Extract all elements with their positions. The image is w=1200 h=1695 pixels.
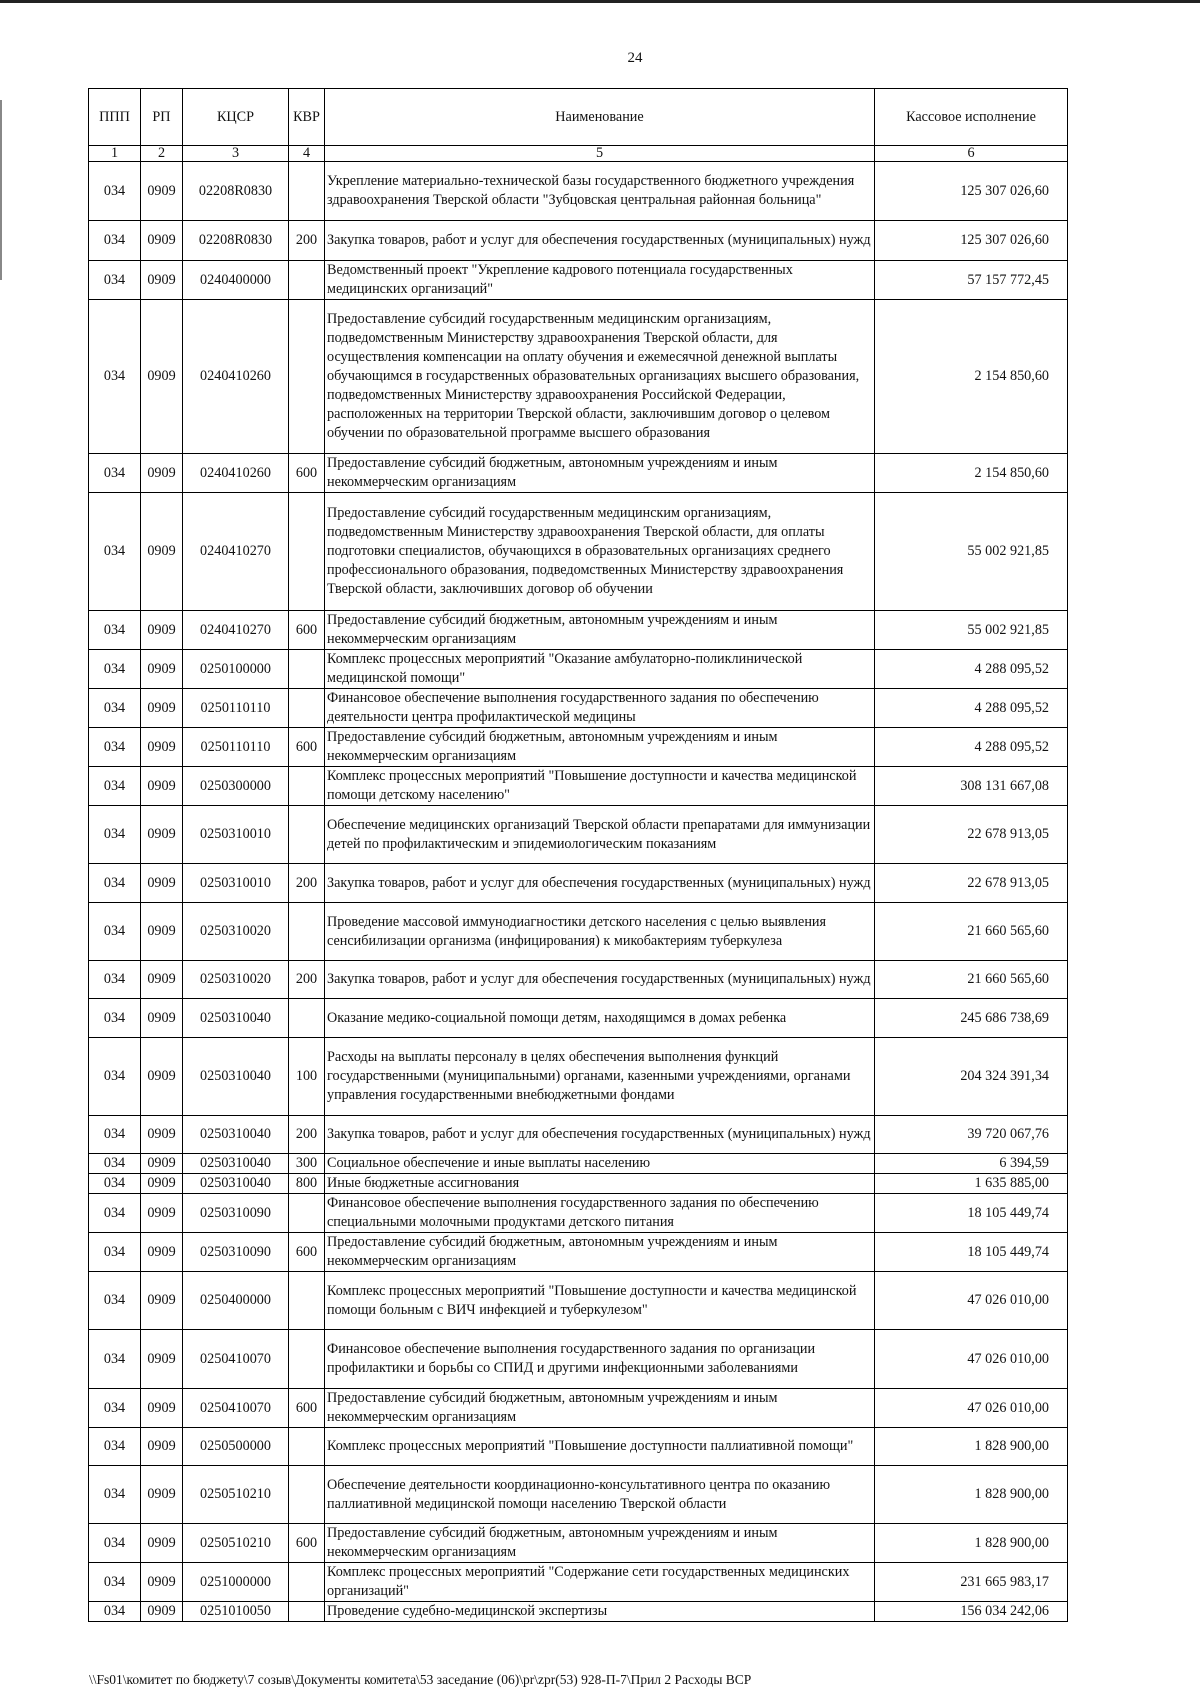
row-amount: 1 828 900,00 bbox=[875, 1524, 1068, 1563]
row-rp: 0909 bbox=[141, 689, 183, 728]
row-rp: 0909 bbox=[141, 961, 183, 999]
row-amount: 22 678 913,05 bbox=[875, 864, 1068, 903]
row-kcsr: 0251010050 bbox=[183, 1602, 289, 1622]
row-ppp: 034 bbox=[89, 1389, 141, 1428]
row-rp: 0909 bbox=[141, 1428, 183, 1466]
column-number: 6 bbox=[875, 146, 1068, 162]
row-kcsr: 0250310090 bbox=[183, 1233, 289, 1272]
row-kvr: 200 bbox=[289, 1116, 325, 1154]
row-kvr: 600 bbox=[289, 1233, 325, 1272]
row-name: Финансовое обеспечение выполнения государственного задания по организации профилактики и борьбы со СПИД и другими инфекционными заболеваниями bbox=[325, 1330, 875, 1389]
row-name: Предоставление субсидий государственным медицинским организациям, подведомственным Министерству здравоохранения Тверской области, для осуществления компенсации на оплату обучения и ежемесячной денежной выплаты обучающимся в государственных образовательных организациях высшего образования, подведомственных Министерству здравоохранения Российской Федерации, расположенных на территории Тверской области, заключившим договор о целевом обучении по образовательной программе высшего образования bbox=[325, 300, 875, 454]
row-name: Расходы на выплаты персоналу в целях обеспечения выполнения функций государственными (муниципальными) органами, казенными учреждениями, органами управления государственными внебюджетными фондами bbox=[325, 1038, 875, 1116]
row-kvr bbox=[289, 806, 325, 864]
row-kcsr: 0251000000 bbox=[183, 1563, 289, 1602]
row-name: Проведение судебно-медицинской экспертизы bbox=[325, 1602, 875, 1622]
footer-file-path: \\Fs01\комитет по бюджету\7 созыв\Документы комитета\53 заседание (06)\pr\zpr(53) 928-П-7\Прил 2 Расходы ВСР bbox=[89, 1672, 752, 1687]
row-amount: 204 324 391,34 bbox=[875, 1038, 1068, 1116]
row-rp: 0909 bbox=[141, 1602, 183, 1622]
row-amount: 4 288 095,52 bbox=[875, 728, 1068, 767]
row-ppp: 034 bbox=[89, 1466, 141, 1524]
row-amount: 4 288 095,52 bbox=[875, 689, 1068, 728]
row-amount: 57 157 772,45 bbox=[875, 261, 1068, 300]
row-rp: 0909 bbox=[141, 493, 183, 611]
table-row bbox=[89, 1389, 1068, 1428]
row-name: Обеспечение деятельности координационно-консультативного центра по оказанию паллиативной медицинской помощи населению Тверской области bbox=[325, 1466, 875, 1524]
header-kvr: КВР bbox=[289, 89, 325, 146]
row-rp: 0909 bbox=[141, 903, 183, 961]
row-amount: 18 105 449,74 bbox=[875, 1194, 1068, 1233]
row-rp: 0909 bbox=[141, 1330, 183, 1389]
row-amount: 2 154 850,60 bbox=[875, 300, 1068, 454]
table-row bbox=[89, 300, 1068, 454]
row-name: Обеспечение медицинских организаций Тверской области препаратами для иммунизации детей по профилактическим и эпидемиологическим показаниям bbox=[325, 806, 875, 864]
header-rp: РП bbox=[141, 89, 183, 146]
row-rp: 0909 bbox=[141, 806, 183, 864]
row-ppp: 034 bbox=[89, 806, 141, 864]
table-row bbox=[89, 1272, 1068, 1330]
table-row bbox=[89, 903, 1068, 961]
table-row bbox=[89, 261, 1068, 300]
row-kcsr: 0250310010 bbox=[183, 864, 289, 903]
row-rp: 0909 bbox=[141, 1174, 183, 1194]
row-amount: 125 307 026,60 bbox=[875, 221, 1068, 261]
row-kcsr: 02208R0830 bbox=[183, 162, 289, 221]
row-ppp: 034 bbox=[89, 1563, 141, 1602]
row-kvr bbox=[289, 903, 325, 961]
row-kvr bbox=[289, 162, 325, 221]
header-kcsr: КЦСР bbox=[183, 89, 289, 146]
table-row bbox=[89, 1563, 1068, 1602]
row-amount: 55 002 921,85 bbox=[875, 611, 1068, 650]
row-name: Предоставление субсидий бюджетным, автономным учреждениям и иным некоммерческим организациям bbox=[325, 1233, 875, 1272]
table-row bbox=[89, 999, 1068, 1038]
row-rp: 0909 bbox=[141, 1389, 183, 1428]
row-kvr: 200 bbox=[289, 221, 325, 261]
row-rp: 0909 bbox=[141, 650, 183, 689]
row-name: Комплекс процессных мероприятий "Содержание сети государственных медицинских организаций" bbox=[325, 1563, 875, 1602]
row-name: Комплекс процессных мероприятий "Оказание амбулаторно-поликлинической медицинской помощи" bbox=[325, 650, 875, 689]
row-rp: 0909 bbox=[141, 1524, 183, 1563]
row-kcsr: 02208R0830 bbox=[183, 221, 289, 261]
row-ppp: 034 bbox=[89, 454, 141, 493]
row-ppp: 034 bbox=[89, 1038, 141, 1116]
row-kcsr: 0250310010 bbox=[183, 806, 289, 864]
row-kcsr: 0250400000 bbox=[183, 1272, 289, 1330]
row-kcsr: 0240410270 bbox=[183, 493, 289, 611]
row-kcsr: 0250310040 bbox=[183, 1174, 289, 1194]
scan-border-left bbox=[0, 100, 2, 280]
row-name: Укрепление материально-технической базы государственного бюджетного учреждения здравоохранения Тверской области "Зубцовская центральная районная больница" bbox=[325, 162, 875, 221]
row-name: Комплекс процессных мероприятий "Повышение доступности и качества медицинской помощи больным с ВИЧ инфекцией и туберкулезом" bbox=[325, 1272, 875, 1330]
row-kcsr: 0240410260 bbox=[183, 300, 289, 454]
row-kvr bbox=[289, 1428, 325, 1466]
row-kcsr: 0240410260 bbox=[183, 454, 289, 493]
row-ppp: 034 bbox=[89, 961, 141, 999]
row-kcsr: 0250310040 bbox=[183, 999, 289, 1038]
row-kcsr: 0250310020 bbox=[183, 903, 289, 961]
row-ppp: 034 bbox=[89, 1116, 141, 1154]
row-name: Оказание медико-социальной помощи детям, находящимся в домах ребенка bbox=[325, 999, 875, 1038]
budget-table bbox=[88, 88, 1068, 1622]
row-kvr bbox=[289, 999, 325, 1038]
row-kvr bbox=[289, 300, 325, 454]
row-name: Проведение массовой иммунодиагностики детского населения с целью выявления сенсибилизации организма (инфицирования) к микобактериям туберкулеза bbox=[325, 903, 875, 961]
row-kcsr: 0250310090 bbox=[183, 1194, 289, 1233]
table-row bbox=[89, 767, 1068, 806]
row-ppp: 034 bbox=[89, 1602, 141, 1622]
table-row bbox=[89, 961, 1068, 999]
table-row bbox=[89, 221, 1068, 261]
row-amount: 245 686 738,69 bbox=[875, 999, 1068, 1038]
row-rp: 0909 bbox=[141, 1116, 183, 1154]
row-kvr: 300 bbox=[289, 1154, 325, 1174]
page-number: 24 bbox=[627, 50, 643, 66]
row-kcsr: 0240410270 bbox=[183, 611, 289, 650]
row-name: Предоставление субсидий бюджетным, автономным учреждениям и иным некоммерческим организациям bbox=[325, 454, 875, 493]
row-ppp: 034 bbox=[89, 300, 141, 454]
table-row bbox=[89, 1524, 1068, 1563]
row-name: Закупка товаров, работ и услуг для обеспечения государственных (муниципальных) нужд bbox=[325, 961, 875, 999]
column-number: 4 bbox=[289, 146, 325, 162]
table-row bbox=[89, 162, 1068, 221]
row-amount: 39 720 067,76 bbox=[875, 1116, 1068, 1154]
row-rp: 0909 bbox=[141, 1154, 183, 1174]
row-rp: 0909 bbox=[141, 1038, 183, 1116]
row-rp: 0909 bbox=[141, 864, 183, 903]
row-ppp: 034 bbox=[89, 1524, 141, 1563]
row-kcsr: 0250510210 bbox=[183, 1466, 289, 1524]
row-ppp: 034 bbox=[89, 728, 141, 767]
row-name: Социальное обеспечение и иные выплаты населению bbox=[325, 1154, 875, 1174]
row-kcsr: 0250300000 bbox=[183, 767, 289, 806]
table-row bbox=[89, 1466, 1068, 1524]
row-kcsr: 0250310040 bbox=[183, 1154, 289, 1174]
row-name: Предоставление субсидий бюджетным, автономным учреждениям и иным некоммерческим организациям bbox=[325, 1524, 875, 1563]
row-amount: 18 105 449,74 bbox=[875, 1233, 1068, 1272]
row-kvr: 600 bbox=[289, 728, 325, 767]
header-name: Наименование bbox=[325, 89, 875, 146]
row-rp: 0909 bbox=[141, 767, 183, 806]
table-row bbox=[89, 1194, 1068, 1233]
row-kvr bbox=[289, 1563, 325, 1602]
table-row bbox=[89, 1174, 1068, 1194]
row-kvr: 100 bbox=[289, 1038, 325, 1116]
row-rp: 0909 bbox=[141, 454, 183, 493]
row-kvr: 200 bbox=[289, 864, 325, 903]
row-amount: 47 026 010,00 bbox=[875, 1389, 1068, 1428]
row-rp: 0909 bbox=[141, 1233, 183, 1272]
row-amount: 47 026 010,00 bbox=[875, 1330, 1068, 1389]
row-kcsr: 0250310040 bbox=[183, 1038, 289, 1116]
row-amount: 47 026 010,00 bbox=[875, 1272, 1068, 1330]
header-ppp: ППП bbox=[89, 89, 141, 146]
row-kvr bbox=[289, 689, 325, 728]
row-amount: 2 154 850,60 bbox=[875, 454, 1068, 493]
table-row bbox=[89, 806, 1068, 864]
row-kvr bbox=[289, 1330, 325, 1389]
row-amount: 4 288 095,52 bbox=[875, 650, 1068, 689]
table-row bbox=[89, 728, 1068, 767]
table-row bbox=[89, 493, 1068, 611]
row-rp: 0909 bbox=[141, 611, 183, 650]
table-row bbox=[89, 454, 1068, 493]
table-header-row bbox=[89, 89, 1068, 146]
column-number: 2 bbox=[141, 146, 183, 162]
row-ppp: 034 bbox=[89, 903, 141, 961]
row-rp: 0909 bbox=[141, 1466, 183, 1524]
row-ppp: 034 bbox=[89, 1272, 141, 1330]
row-name: Ведомственный проект "Укрепление кадрового потенциала государственных медицинских организаций" bbox=[325, 261, 875, 300]
row-kcsr: 0240400000 bbox=[183, 261, 289, 300]
row-rp: 0909 bbox=[141, 300, 183, 454]
row-kcsr: 0250110110 bbox=[183, 689, 289, 728]
row-kcsr: 0250310020 bbox=[183, 961, 289, 999]
row-kcsr: 0250310040 bbox=[183, 1116, 289, 1154]
table-row bbox=[89, 650, 1068, 689]
row-kvr: 200 bbox=[289, 961, 325, 999]
table-row bbox=[89, 689, 1068, 728]
row-amount: 156 034 242,06 bbox=[875, 1602, 1068, 1622]
row-ppp: 034 bbox=[89, 1428, 141, 1466]
row-amount: 21 660 565,60 bbox=[875, 961, 1068, 999]
table-row bbox=[89, 1038, 1068, 1116]
row-name: Финансовое обеспечение выполнения государственного задания по обеспечению деятельности центра профилактической медицины bbox=[325, 689, 875, 728]
table-row bbox=[89, 1602, 1068, 1622]
row-amount: 231 665 983,17 bbox=[875, 1563, 1068, 1602]
row-rp: 0909 bbox=[141, 1272, 183, 1330]
row-name: Закупка товаров, работ и услуг для обеспечения государственных (муниципальных) нужд bbox=[325, 221, 875, 261]
row-amount: 6 394,59 bbox=[875, 1154, 1068, 1174]
row-ppp: 034 bbox=[89, 611, 141, 650]
row-amount: 55 002 921,85 bbox=[875, 493, 1068, 611]
row-ppp: 034 bbox=[89, 493, 141, 611]
row-kvr bbox=[289, 650, 325, 689]
row-name: Предоставление субсидий государственным медицинским организациям, подведомственным Министерству здравоохранения Тверской области, для оплаты подготовки специалистов, обучающихся в образовательных организациях среднего профессионального образования, подведомственных Министерству здравоохранения Тверской области, заключивших договор об обучении bbox=[325, 493, 875, 611]
row-kvr bbox=[289, 1194, 325, 1233]
row-kvr: 600 bbox=[289, 454, 325, 493]
row-ppp: 034 bbox=[89, 1174, 141, 1194]
row-amount: 1 828 900,00 bbox=[875, 1466, 1068, 1524]
row-kcsr: 0250410070 bbox=[183, 1389, 289, 1428]
row-kcsr: 0250100000 bbox=[183, 650, 289, 689]
header-amount: Кассовое исполнение bbox=[875, 89, 1068, 146]
row-kcsr: 0250510210 bbox=[183, 1524, 289, 1563]
row-ppp: 034 bbox=[89, 999, 141, 1038]
row-kcsr: 0250410070 bbox=[183, 1330, 289, 1389]
table-row bbox=[89, 1330, 1068, 1389]
table-row bbox=[89, 864, 1068, 903]
row-amount: 1 635 885,00 bbox=[875, 1174, 1068, 1194]
column-number-row bbox=[89, 146, 1068, 162]
row-amount: 21 660 565,60 bbox=[875, 903, 1068, 961]
scan-border-top bbox=[0, 0, 1200, 3]
row-amount: 125 307 026,60 bbox=[875, 162, 1068, 221]
row-name: Предоставление субсидий бюджетным, автономным учреждениям и иным некоммерческим организациям bbox=[325, 1389, 875, 1428]
row-rp: 0909 bbox=[141, 221, 183, 261]
row-kcsr: 0250500000 bbox=[183, 1428, 289, 1466]
row-ppp: 034 bbox=[89, 221, 141, 261]
row-ppp: 034 bbox=[89, 689, 141, 728]
table-body bbox=[89, 162, 1068, 1622]
row-rp: 0909 bbox=[141, 1194, 183, 1233]
row-kvr: 600 bbox=[289, 1524, 325, 1563]
row-ppp: 034 bbox=[89, 767, 141, 806]
row-name: Закупка товаров, работ и услуг для обеспечения государственных (муниципальных) нужд bbox=[325, 864, 875, 903]
row-kvr: 600 bbox=[289, 611, 325, 650]
row-ppp: 034 bbox=[89, 864, 141, 903]
row-kvr bbox=[289, 767, 325, 806]
row-name: Предоставление субсидий бюджетным, автономным учреждениям и иным некоммерческим организациям bbox=[325, 611, 875, 650]
row-ppp: 034 bbox=[89, 1330, 141, 1389]
row-name: Закупка товаров, работ и услуг для обеспечения государственных (муниципальных) нужд bbox=[325, 1116, 875, 1154]
row-ppp: 034 bbox=[89, 1233, 141, 1272]
row-ppp: 034 bbox=[89, 162, 141, 221]
row-amount: 308 131 667,08 bbox=[875, 767, 1068, 806]
row-kvr bbox=[289, 493, 325, 611]
table-row bbox=[89, 1116, 1068, 1154]
row-rp: 0909 bbox=[141, 728, 183, 767]
row-rp: 0909 bbox=[141, 261, 183, 300]
row-kvr bbox=[289, 1272, 325, 1330]
row-kvr: 600 bbox=[289, 1389, 325, 1428]
row-kcsr: 0250110110 bbox=[183, 728, 289, 767]
row-ppp: 034 bbox=[89, 1154, 141, 1174]
table-row bbox=[89, 1233, 1068, 1272]
table-row bbox=[89, 1428, 1068, 1466]
row-amount: 1 828 900,00 bbox=[875, 1428, 1068, 1466]
row-name: Предоставление субсидий бюджетным, автономным учреждениям и иным некоммерческим организациям bbox=[325, 728, 875, 767]
row-kvr bbox=[289, 1602, 325, 1622]
row-name: Иные бюджетные ассигнования bbox=[325, 1174, 875, 1194]
table-row bbox=[89, 1154, 1068, 1174]
row-ppp: 034 bbox=[89, 261, 141, 300]
row-rp: 0909 bbox=[141, 162, 183, 221]
column-number: 3 bbox=[183, 146, 289, 162]
row-name: Комплекс процессных мероприятий "Повышение доступности паллиативной помощи" bbox=[325, 1428, 875, 1466]
column-number: 5 bbox=[325, 146, 875, 162]
row-kvr: 800 bbox=[289, 1174, 325, 1194]
row-rp: 0909 bbox=[141, 1563, 183, 1602]
row-name: Финансовое обеспечение выполнения государственного задания по обеспечению специальными молочными продуктами детского питания bbox=[325, 1194, 875, 1233]
row-kvr bbox=[289, 1466, 325, 1524]
row-ppp: 034 bbox=[89, 650, 141, 689]
table-row bbox=[89, 611, 1068, 650]
row-amount: 22 678 913,05 bbox=[875, 806, 1068, 864]
row-kvr bbox=[289, 261, 325, 300]
column-number: 1 bbox=[89, 146, 141, 162]
row-name: Комплекс процессных мероприятий "Повышение доступности и качества медицинской помощи детскому населению" bbox=[325, 767, 875, 806]
row-ppp: 034 bbox=[89, 1194, 141, 1233]
row-rp: 0909 bbox=[141, 999, 183, 1038]
